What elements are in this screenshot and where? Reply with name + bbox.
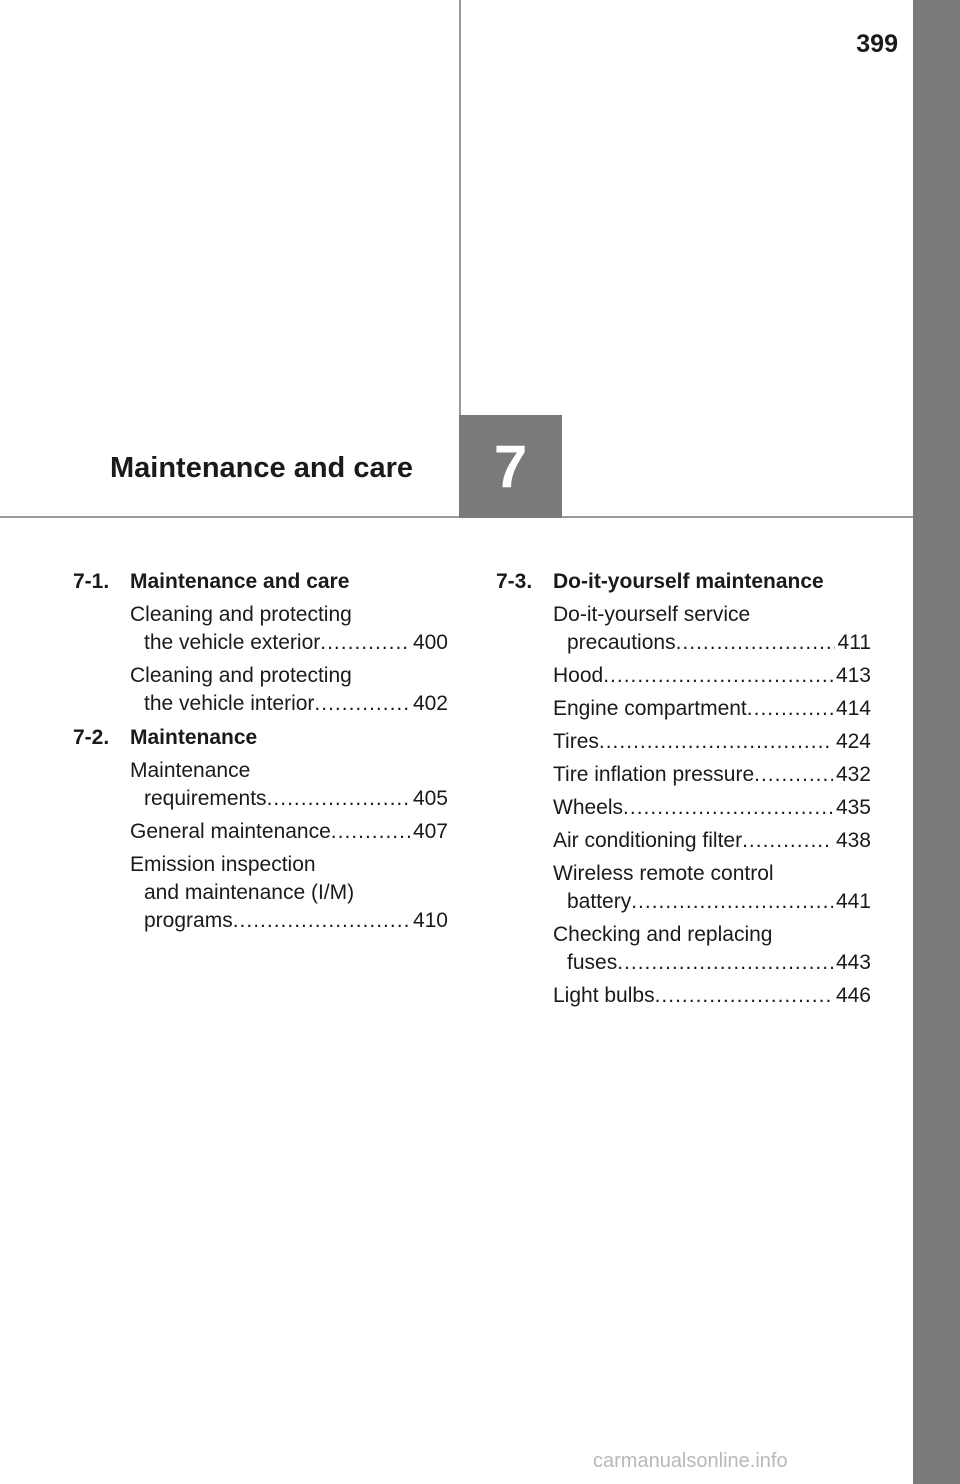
section-title: Do-it-yourself maintenance [553,570,824,593]
toc-section [73,724,448,935]
entry-final-line [130,818,448,846]
toc-entry[interactable] [553,982,871,1010]
dot-leader [747,695,833,723]
side-tab-bar [913,0,960,1484]
entry-text-line: Maintenance [130,759,251,782]
dot-leader [314,690,410,718]
entry-final-line [553,794,871,822]
entry-page-number: 405 [412,787,448,810]
entry-text: Wheels [553,796,624,819]
entry-text: Tires [553,730,599,753]
entry-page-number: 435 [835,796,871,819]
dot-leader [233,907,410,935]
toc-entry[interactable] [553,794,871,822]
toc-section [496,568,871,1010]
entry-final-line [553,662,871,690]
entry-text: programs [144,909,233,932]
dot-leader [655,982,833,1010]
dot-leader [631,888,833,916]
dot-leader [331,818,410,846]
entry-text-line: Cleaning and protecting [130,603,352,626]
chapter-number-box [459,415,562,518]
entry-text: Tire inflation pressure [553,763,755,786]
entry-final-line [553,695,871,723]
entry-final-line [553,728,871,756]
toc-entry[interactable] [130,662,448,718]
entry-final-line [553,982,871,1010]
horizontal-divider [0,516,913,518]
page-number: 399 [856,30,898,58]
vertical-divider [459,0,461,415]
toc-entry[interactable] [553,860,871,916]
entry-text: Hood [553,664,604,687]
toc-entry[interactable] [553,728,871,756]
entry-text-line: Checking and replacing [553,923,773,946]
section-heading [496,568,871,596]
dot-leader [754,761,833,789]
entry-page-number: 424 [835,730,871,753]
entry-text: Air conditioning filter [553,829,743,852]
toc-entry[interactable] [130,851,448,935]
dot-leader [603,662,833,690]
watermark: carmanualsonline.info [593,1450,788,1472]
chapter-number: 7 [493,433,528,500]
entry-final-line [553,761,871,789]
section-title: Maintenance [130,726,258,749]
entry-text: requirements [144,787,267,810]
section-number: 7-2. [73,726,110,749]
entry-page-number: 446 [835,984,871,1007]
entry-page-number: 410 [412,909,448,932]
entry-page-number: 411 [837,631,871,654]
entry-final-line [130,907,448,935]
entry-text: the vehicle exterior [144,631,321,654]
toc-entry[interactable] [130,818,448,846]
dot-leader [676,629,835,657]
entry-page-number: 414 [835,697,871,720]
entry-page-number: 438 [835,829,871,852]
section-title: Maintenance and care [130,570,350,593]
entry-text-line: Cleaning and protecting [130,664,352,687]
entry-page-number: 441 [835,890,871,913]
entry-page-number: 432 [835,763,871,786]
entry-text: precautions [567,631,676,654]
toc-entry[interactable] [553,761,871,789]
entry-final-line [553,827,871,855]
entry-page-number: 407 [412,820,448,843]
entry-text-line: Do-it-yourself service [553,603,751,626]
entry-text-line: and maintenance (I/M) [144,881,355,904]
dot-leader [742,827,833,855]
entry-page-number: 413 [835,664,871,687]
entry-final-line [553,629,871,657]
entry-text: battery [567,890,632,913]
toc-entry[interactable] [553,921,871,977]
section-heading [73,568,448,596]
entry-final-line [553,888,871,916]
entry-page-number: 402 [412,692,448,715]
dot-leader [623,794,833,822]
dot-leader [599,728,833,756]
entry-page-number: 443 [835,951,871,974]
entry-text-line: Emission inspection [130,853,316,876]
section-number: 7-1. [73,570,110,593]
toc-entry[interactable] [553,827,871,855]
toc-left-column [73,568,448,941]
entry-final-line [130,690,448,718]
dot-leader [617,949,833,977]
entry-final-line [553,949,871,977]
toc-right-column [496,568,871,1016]
section-heading [73,724,448,752]
toc-entry[interactable] [553,601,871,657]
entry-text: Engine compartment [553,697,747,720]
toc-entry[interactable] [130,601,448,657]
toc-entry[interactable] [130,757,448,813]
toc-section [73,568,448,718]
dot-leader [320,629,410,657]
entry-text: the vehicle interior [144,692,315,715]
section-number: 7-3. [496,570,533,593]
entry-text: Light bulbs [553,984,655,1007]
entry-text-line: Wireless remote control [553,862,774,885]
chapter-title: Maintenance and care [110,452,413,484]
entry-text: General maintenance [130,820,331,843]
toc-entry[interactable] [553,662,871,690]
entry-final-line [130,785,448,813]
entry-final-line [130,629,448,657]
dot-leader [267,785,410,813]
toc-entry[interactable] [553,695,871,723]
entry-text: fuses [567,951,618,974]
entry-page-number: 400 [412,631,448,654]
